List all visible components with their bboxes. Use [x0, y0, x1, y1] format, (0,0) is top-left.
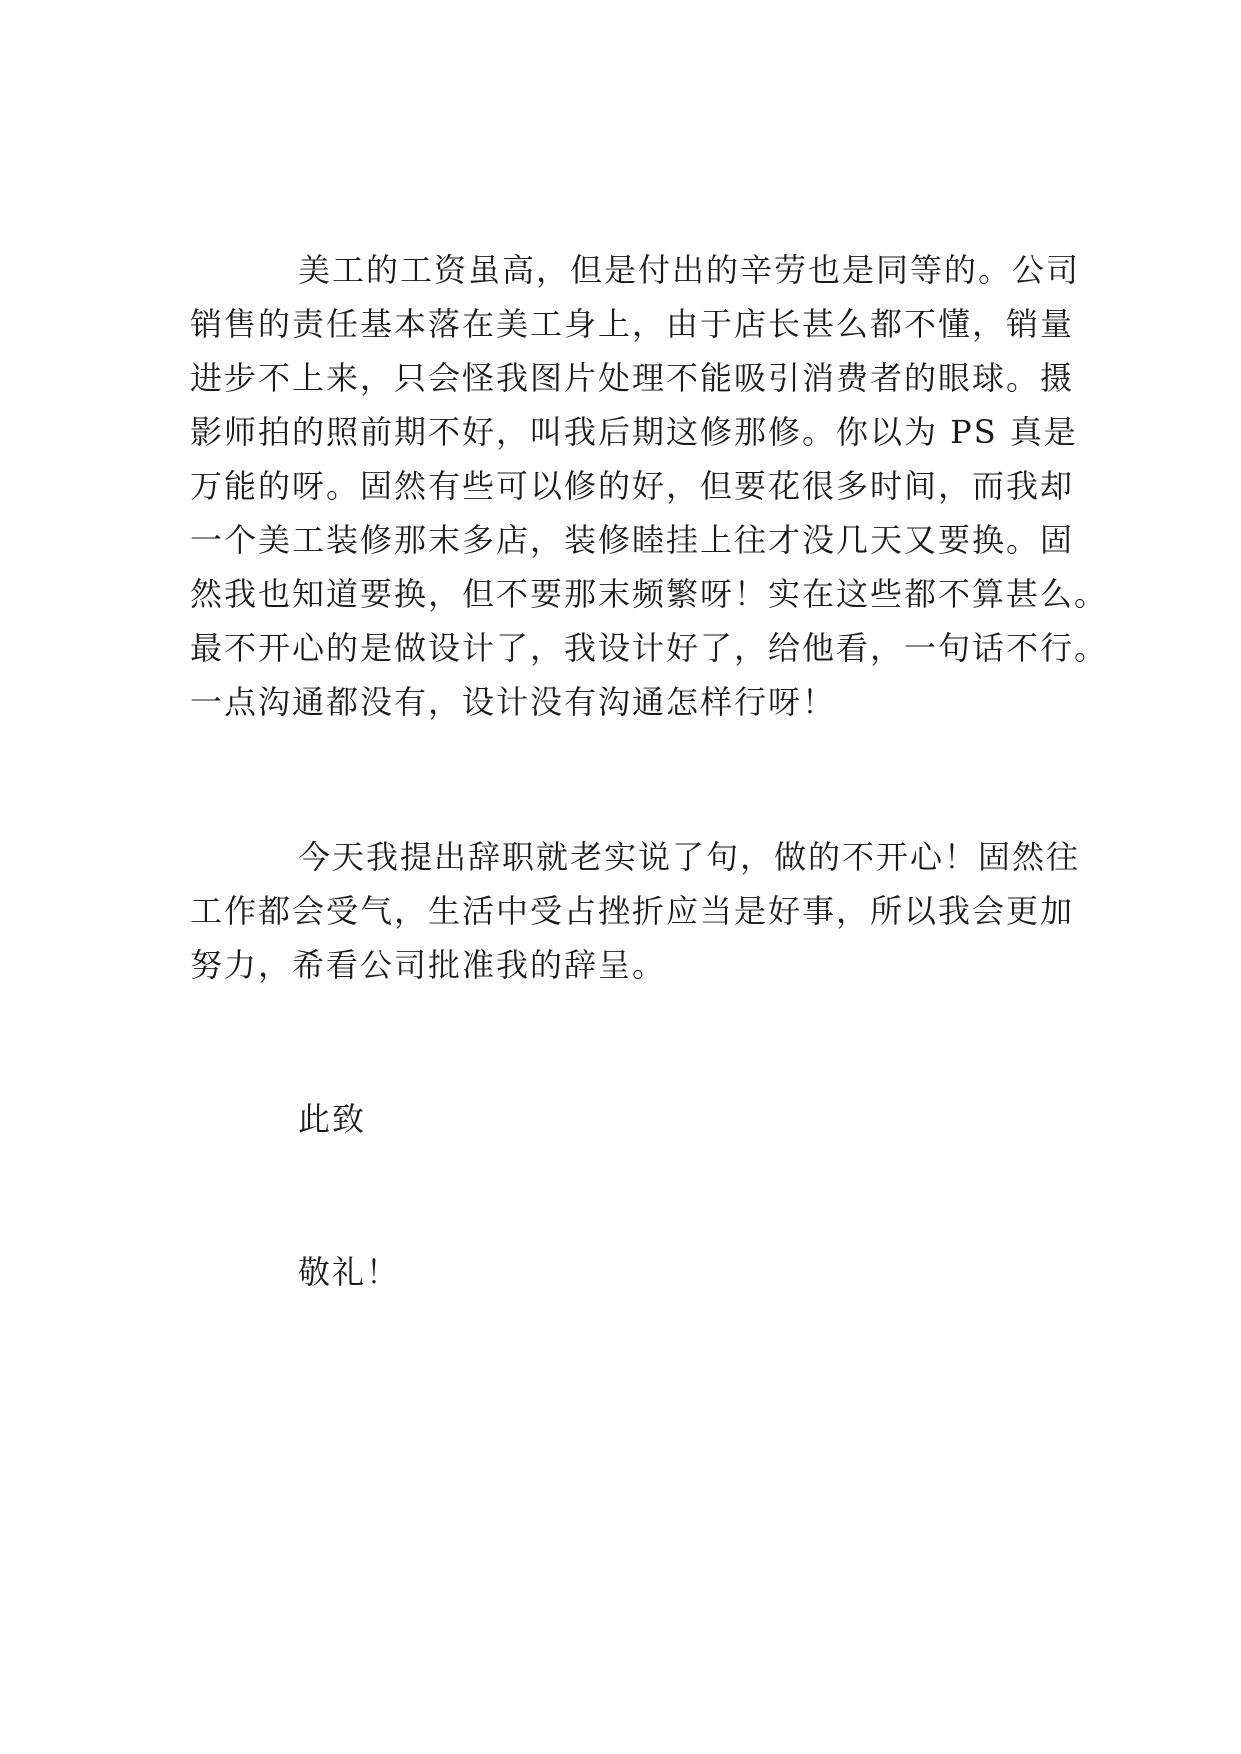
- paragraph-1-line-1: 美工的工资虽高，但是付出的辛劳也是同等的。公司: [298, 251, 1081, 289]
- paragraph-2-line-3: 努力，希看公司批准我的辞呈。: [190, 946, 667, 984]
- paragraph-2-line-1: 今天我提出辞职就老实说了句，做的不开心！固然往: [298, 838, 1081, 876]
- paragraph-1-line-7: 然我也知道要换，但不要那末频繁呀！实在这些都不算甚么。: [190, 575, 1109, 613]
- paragraph-1-line-6: 一个美工装修那末多店，装修睦挂上往才没几天又要换。固: [190, 521, 1075, 559]
- paragraph-2-line-2: 工作都会受气，生活中受占挫折应当是好事，所以我会更加: [190, 892, 1075, 930]
- paragraph-1-line-8: 最不开心的是做设计了，我设计好了，给他看，一句话不行。: [190, 629, 1109, 667]
- closing-salutation: 此致: [298, 1100, 367, 1138]
- paragraph-1-line-5: 万能的呀。固然有些可以修的好，但要花很多时间，而我却: [190, 467, 1075, 505]
- paragraph-1-line-9: 一点沟通都没有，设计没有沟通怎样行呀！: [190, 683, 837, 721]
- paragraph-1-line-4: 影师拍的照前期不好，叫我后期这修那修。你以为 PS 真是: [190, 413, 1078, 451]
- paragraph-1-line-3: 进步不上来，只会怪我图片处理不能吸引消费者的眼球。摄: [190, 359, 1075, 397]
- paragraph-1-line-2: 销售的责任基本落在美工身上，由于店长甚么都不懂，销量: [190, 305, 1075, 343]
- closing-regards: 敬礼！: [298, 1253, 401, 1291]
